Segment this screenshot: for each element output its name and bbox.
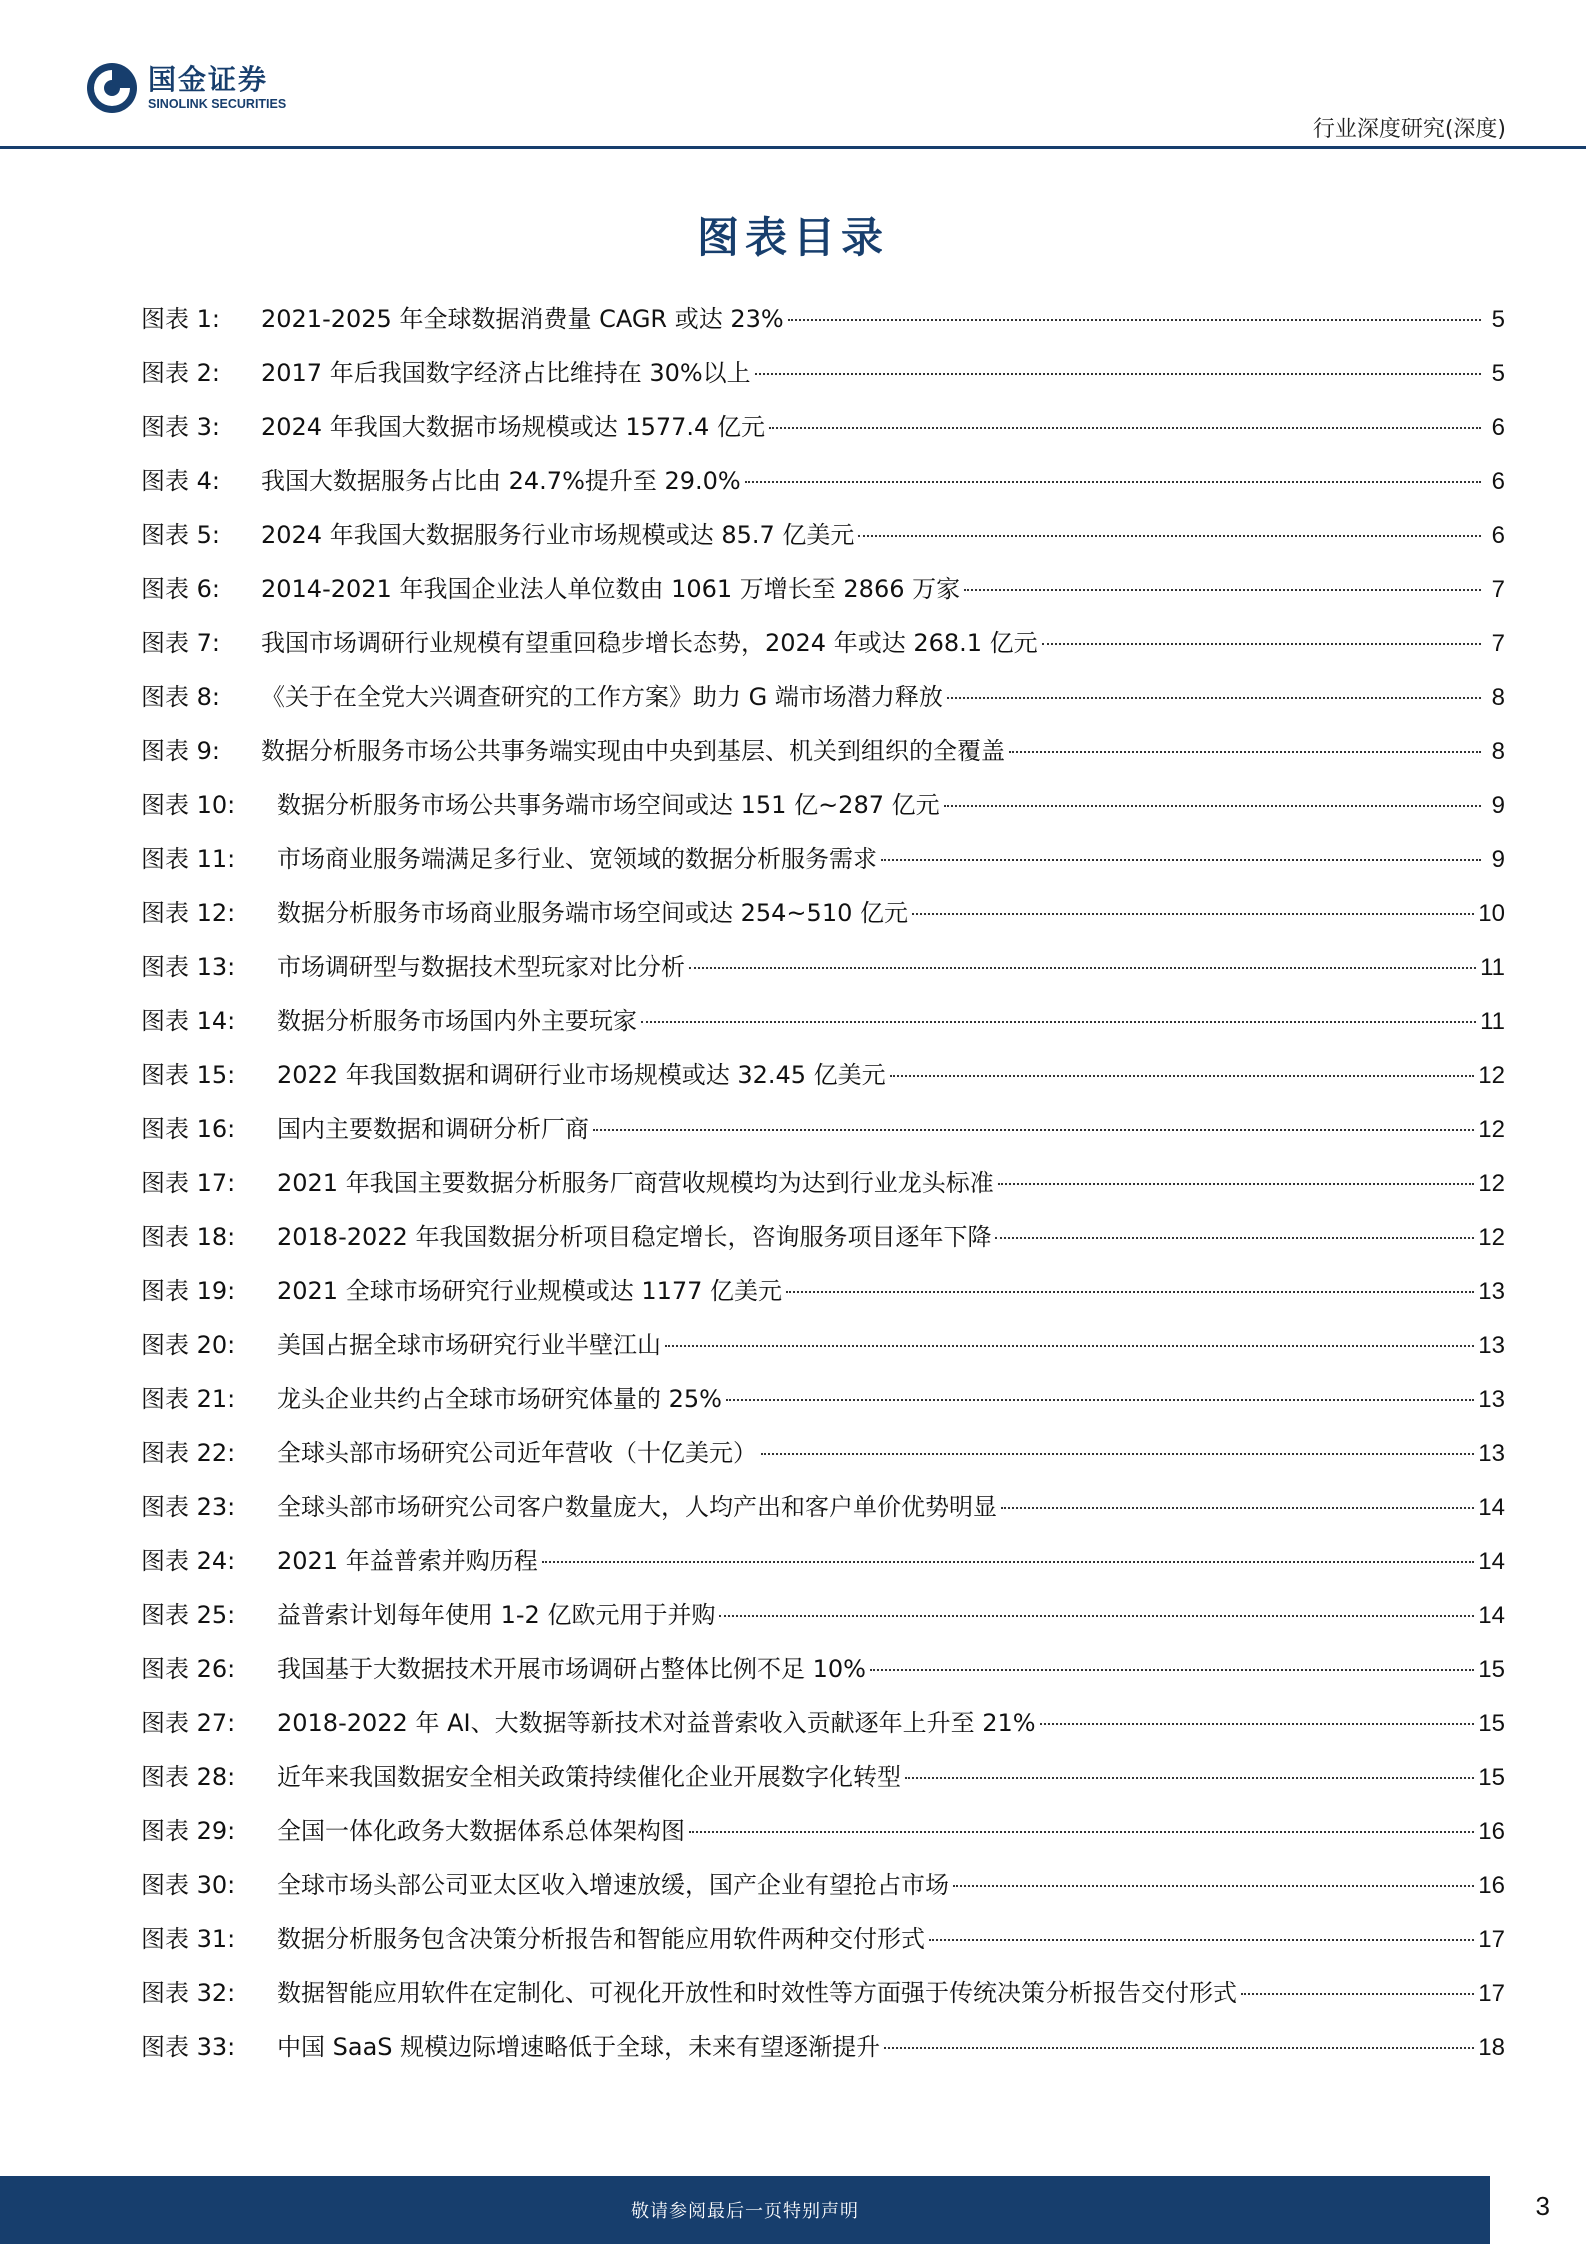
toc-entry[interactable] — [141, 1060, 1505, 1114]
toc-entry-label: 图表 6: — [141, 575, 220, 603]
toc-entry-title: 数据分析服务市场公共事务端实现由中央到基层、机关到组织的全覆盖 — [261, 737, 1005, 765]
toc-entry[interactable] — [141, 898, 1505, 952]
toc-dot-leader — [1001, 1507, 1474, 1509]
toc-entry-title: 2021 年益普索并购历程 — [277, 1547, 538, 1575]
toc-entry-label: 图表 4: — [141, 467, 220, 495]
toc-entry-title: 2024 年我国大数据市场规模或达 1577.4 亿元 — [261, 413, 765, 441]
toc-entry-page: 9 — [1491, 792, 1505, 819]
toc-dot-leader — [745, 481, 1481, 483]
figure-list — [141, 304, 1505, 2086]
toc-entry-page: 12 — [1478, 1224, 1505, 1251]
toc-entry-page: 11 — [1480, 1008, 1505, 1035]
toc-entry-page: 14 — [1478, 1494, 1505, 1521]
toc-entry-label: 图表 16: — [141, 1115, 236, 1143]
toc-entry-label: 图表 1: — [141, 305, 220, 333]
toc-entry-page: 16 — [1478, 1818, 1505, 1845]
toc-entry[interactable] — [141, 1006, 1505, 1060]
toc-entry-label: 图表 33: — [141, 2033, 236, 2061]
toc-dot-leader — [665, 1345, 1474, 1347]
toc-entry[interactable] — [141, 304, 1505, 358]
toc-dot-leader — [998, 1183, 1475, 1185]
toc-entry-label: 图表 13: — [141, 953, 236, 981]
toc-entry-page: 14 — [1478, 1548, 1505, 1575]
toc-entry-label: 图表 31: — [141, 1925, 236, 1953]
toc-entry[interactable] — [141, 1708, 1505, 1762]
toc-entry-page: 15 — [1478, 1710, 1505, 1737]
toc-entry[interactable] — [141, 1330, 1505, 1384]
toc-entry-title: 中国 SaaS 规模边际增速略低于全球，未来有望逐渐提升 — [277, 2033, 881, 2061]
toc-entry-page: 9 — [1491, 846, 1505, 873]
toc-entry-title: 全国一体化政务大数据体系总体架构图 — [277, 1817, 685, 1845]
toc-dot-leader — [689, 1831, 1474, 1833]
toc-entry-page: 15 — [1478, 1656, 1505, 1683]
toc-entry[interactable] — [141, 628, 1505, 682]
toc-entry-page: 6 — [1491, 414, 1505, 441]
toc-entry-label: 图表 5: — [141, 521, 220, 549]
toc-entry-label: 图表 11: — [141, 845, 236, 873]
toc-dot-leader — [995, 1237, 1474, 1239]
toc-entry-title: 2022 年我国数据和调研行业市场规模或达 32.45 亿美元 — [277, 1061, 886, 1089]
toc-entry-label: 图表 26: — [141, 1655, 236, 1683]
toc-entry-page: 6 — [1491, 522, 1505, 549]
toc-entry-page: 18 — [1478, 2034, 1505, 2061]
toc-entry-page: 7 — [1491, 576, 1505, 603]
toc-entry[interactable] — [141, 952, 1505, 1006]
toc-entry-page: 14 — [1478, 1602, 1505, 1629]
toc-dot-leader — [719, 1615, 1474, 1617]
toc-dot-leader — [689, 967, 1476, 969]
toc-dot-leader — [769, 427, 1481, 429]
toc-entry-label: 图表 19: — [141, 1277, 236, 1305]
toc-entry[interactable] — [141, 682, 1505, 736]
company-logo — [86, 62, 286, 114]
toc-entry-title: 市场商业服务端满足多行业、宽领域的数据分析服务需求 — [277, 845, 877, 873]
toc-entry[interactable] — [141, 1546, 1505, 1600]
toc-entry-page: 16 — [1478, 1872, 1505, 1899]
toc-dot-leader — [761, 1453, 1474, 1455]
toc-entry[interactable] — [141, 520, 1505, 574]
toc-entry[interactable] — [141, 1600, 1505, 1654]
toc-dot-leader — [542, 1561, 1475, 1563]
toc-entry[interactable] — [141, 1222, 1505, 1276]
toc-entry-page: 11 — [1480, 954, 1505, 981]
toc-dot-leader — [1040, 1723, 1475, 1725]
toc-entry-label: 图表 15: — [141, 1061, 236, 1089]
toc-entry-page: 5 — [1491, 306, 1505, 333]
toc-entry[interactable] — [141, 358, 1505, 412]
toc-dot-leader — [881, 859, 1481, 861]
toc-entry-title: 市场调研型与数据技术型玩家对比分析 — [277, 953, 685, 981]
toc-entry[interactable] — [141, 1870, 1505, 1924]
toc-entry-page: 10 — [1478, 900, 1505, 927]
page-header — [0, 0, 1586, 150]
toc-entry-title: 数据分析服务包含决策分析报告和智能应用软件两种交付形式 — [277, 1925, 925, 1953]
toc-entry-label: 图表 17: — [141, 1169, 236, 1197]
toc-entry-title: 《关于在全党大兴调查研究的工作方案》助力 G 端市场潜力释放 — [261, 683, 943, 711]
logo-english-name: SINOLINK SECURITIES — [148, 97, 287, 111]
toc-dot-leader — [786, 1291, 1474, 1293]
toc-entry-label: 图表 29: — [141, 1817, 236, 1845]
disclaimer-note: 敬请参阅最后一页特别声明 — [631, 2201, 859, 2222]
toc-entry-title: 龙头企业共约占全球市场研究体量的 25% — [277, 1385, 722, 1413]
toc-entry-label: 图表 9: — [141, 737, 220, 765]
toc-entry[interactable] — [141, 1168, 1505, 1222]
toc-title: 图表目录 — [696, 213, 889, 262]
toc-entry-label: 图表 22: — [141, 1439, 236, 1467]
toc-entry-title: 2018-2022 年我国数据分析项目稳定增长，咨询服务项目逐年下降 — [277, 1223, 992, 1251]
toc-entry-page: 17 — [1478, 1926, 1505, 1953]
toc-entry-title: 2014-2021 年我国企业法人单位数由 1061 万增长至 2866 万家 — [261, 575, 961, 603]
toc-entry[interactable] — [141, 574, 1505, 628]
toc-entry-page: 17 — [1478, 1980, 1505, 2007]
toc-dot-leader — [929, 1939, 1474, 1941]
toc-entry-label: 图表 28: — [141, 1763, 236, 1791]
toc-dot-leader — [1009, 751, 1481, 753]
toc-entry-title: 全球头部市场研究公司客户数量庞大，人均产出和客户单价优势明显 — [277, 1493, 997, 1521]
toc-entry-title: 2021-2025 年全球数据消费量 CAGR 或达 23% — [261, 305, 784, 333]
toc-dot-leader — [953, 1885, 1474, 1887]
toc-entry-label: 图表 12: — [141, 899, 236, 927]
footer-bar — [0, 2176, 1490, 2244]
toc-entry[interactable] — [141, 1924, 1505, 1978]
toc-entry-title: 数据分析服务市场公共事务端市场空间或达 151 亿~287 亿元 — [277, 791, 940, 819]
toc-dot-leader — [890, 1075, 1475, 1077]
toc-dot-leader — [593, 1129, 1474, 1131]
toc-entry[interactable] — [141, 736, 1505, 790]
toc-dot-leader — [964, 589, 1481, 591]
toc-entry[interactable] — [141, 1816, 1505, 1870]
toc-entry-page: 12 — [1478, 1062, 1505, 1089]
toc-entry-label: 图表 32: — [141, 1979, 236, 2007]
toc-entry[interactable] — [141, 1654, 1505, 1708]
toc-entry[interactable] — [141, 1438, 1505, 1492]
toc-entry-page: 15 — [1478, 1764, 1505, 1791]
toc-entry-label: 图表 27: — [141, 1709, 236, 1737]
toc-entry-label: 图表 7: — [141, 629, 220, 657]
toc-entry[interactable] — [141, 412, 1505, 466]
toc-entry[interactable] — [141, 2032, 1505, 2086]
toc-entry-title: 益普索计划每年使用 1-2 亿欧元用于并购 — [277, 1601, 716, 1629]
toc-entry[interactable] — [141, 1276, 1505, 1330]
toc-entry-title: 近年来我国数据安全相关政策持续催化企业开展数字化转型 — [277, 1763, 901, 1791]
toc-entry-title: 美国占据全球市场研究行业半壁江山 — [277, 1331, 661, 1359]
toc-dot-leader — [905, 1777, 1474, 1779]
toc-entry-page: 5 — [1491, 360, 1505, 387]
toc-entry-label: 图表 3: — [141, 413, 220, 441]
toc-entry-label: 图表 23: — [141, 1493, 236, 1521]
toc-entry-title: 全球市场头部公司亚太区收入增速放缓，国产企业有望抢占市场 — [277, 1871, 949, 1899]
toc-entry-label: 图表 2: — [141, 359, 220, 387]
toc-entry-label: 图表 10: — [141, 791, 236, 819]
toc-entry-page: 6 — [1491, 468, 1505, 495]
toc-dot-leader — [641, 1021, 1476, 1023]
toc-dot-leader — [870, 1669, 1474, 1671]
toc-dot-leader — [755, 373, 1481, 375]
toc-entry-page: 13 — [1478, 1440, 1505, 1467]
toc-entry-label: 图表 14: — [141, 1007, 236, 1035]
toc-entry-title: 数据分析服务市场国内外主要玩家 — [277, 1007, 637, 1035]
toc-dot-leader — [1241, 1993, 1474, 1995]
toc-entry-label: 图表 24: — [141, 1547, 236, 1575]
report-type-label: 行业深度研究(深度) — [1312, 117, 1506, 142]
toc-entry-label: 图表 30: — [141, 1871, 236, 1899]
toc-entry[interactable] — [141, 1978, 1505, 2032]
toc-entry[interactable] — [141, 790, 1505, 844]
header-divider — [0, 146, 1586, 149]
toc-entry-title: 国内主要数据和调研分析厂商 — [277, 1115, 589, 1143]
toc-dot-leader — [912, 913, 1474, 915]
toc-entry-title: 我国大数据服务占比由 24.7%提升至 29.0% — [261, 467, 741, 495]
toc-entry-title: 2018-2022 年 AI、大数据等新技术对益普索收入贡献逐年上升至 21% — [277, 1709, 1036, 1737]
toc-entry-label: 图表 20: — [141, 1331, 236, 1359]
toc-dot-leader — [858, 535, 1481, 537]
toc-dot-leader — [788, 319, 1481, 321]
toc-dot-leader — [726, 1399, 1474, 1401]
toc-entry-label: 图表 21: — [141, 1385, 236, 1413]
toc-entry-page: 8 — [1491, 684, 1505, 711]
toc-entry-page: 12 — [1478, 1170, 1505, 1197]
toc-dot-leader — [944, 805, 1481, 807]
toc-entry-title: 我国基于大数据技术开展市场调研占整体比例不足 10% — [277, 1655, 866, 1683]
toc-entry-title: 数据分析服务市场商业服务端市场空间或达 254~510 亿元 — [277, 899, 908, 927]
toc-entry[interactable] — [141, 1114, 1505, 1168]
toc-entry-title: 全球头部市场研究公司近年营收（十亿美元） — [277, 1439, 757, 1467]
toc-entry-page: 12 — [1478, 1116, 1505, 1143]
toc-dot-leader — [947, 697, 1481, 699]
page-number: 3 — [1535, 2191, 1550, 2221]
sinolink-logo-icon — [86, 62, 138, 114]
toc-entry-page: 7 — [1491, 630, 1505, 657]
toc-entry[interactable] — [141, 1384, 1505, 1438]
toc-entry[interactable] — [141, 466, 1505, 520]
toc-entry-title: 2017 年后我国数字经济占比维持在 30%以上 — [261, 359, 751, 387]
toc-entry[interactable] — [141, 1762, 1505, 1816]
toc-entry-title: 我国市场调研行业规模有望重回稳步增长态势，2024 年或达 268.1 亿元 — [261, 629, 1038, 657]
toc-entry-title: 数据智能应用软件在定制化、可视化开放性和时效性等方面强于传统决策分析报告交付形式 — [277, 1979, 1237, 2007]
toc-entry-page: 8 — [1491, 738, 1505, 765]
toc-entry-label: 图表 18: — [141, 1223, 236, 1251]
toc-entry-title: 2021 年我国主要数据分析服务厂商营收规模均为达到行业龙头标准 — [277, 1169, 994, 1197]
toc-dot-leader — [1042, 643, 1481, 645]
toc-entry-title: 2024 年我国大数据服务行业市场规模或达 85.7 亿美元 — [261, 521, 855, 549]
toc-entry[interactable] — [141, 844, 1505, 898]
toc-entry-label: 图表 8: — [141, 683, 220, 711]
toc-entry[interactable] — [141, 1492, 1505, 1546]
toc-entry-page: 13 — [1478, 1386, 1505, 1413]
toc-entry-label: 图表 25: — [141, 1601, 236, 1629]
toc-entry-page: 13 — [1478, 1332, 1505, 1359]
toc-entry-page: 13 — [1478, 1278, 1505, 1305]
toc-entry-title: 2021 全球市场研究行业规模或达 1177 亿美元 — [277, 1277, 783, 1305]
toc-dot-leader — [884, 2047, 1474, 2049]
logo-chinese-name: 国金证券 — [148, 63, 269, 96]
